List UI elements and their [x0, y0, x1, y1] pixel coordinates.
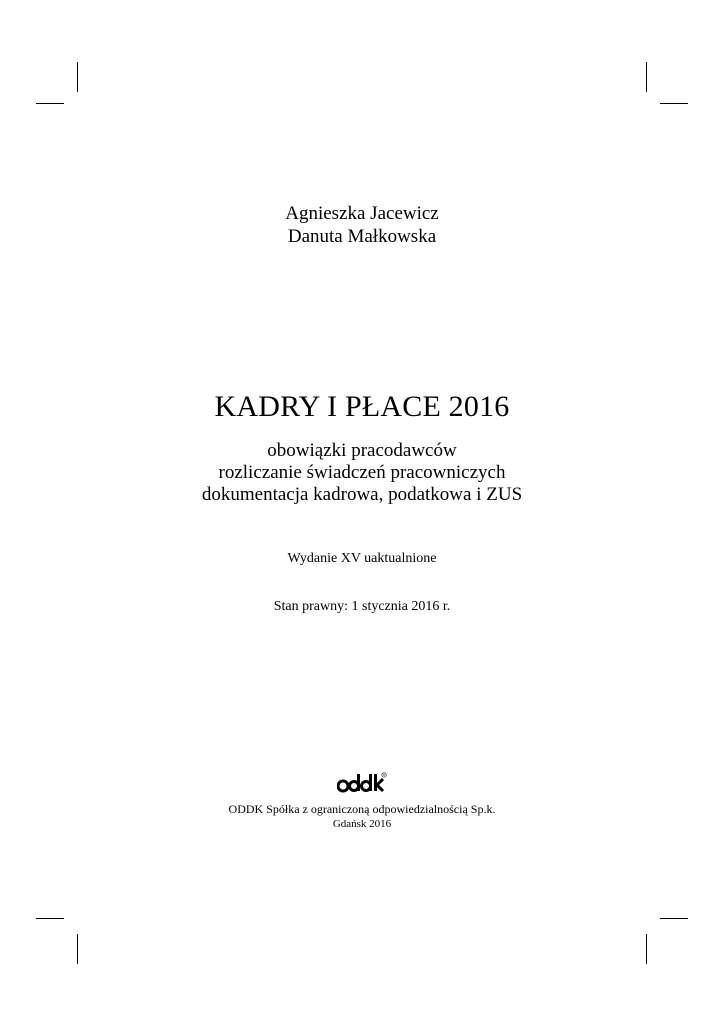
- crop-mark-bottom-left-horizontal: [36, 918, 64, 919]
- subtitle-line: rozliczanie świadczeń pracowniczych: [218, 462, 506, 483]
- crop-mark-top-left-vertical: [77, 62, 78, 92]
- crop-mark-top-right-vertical: [646, 62, 647, 92]
- edition-note: Wydanie XV uaktualnione: [287, 551, 437, 566]
- svg-text:R: R: [382, 773, 386, 778]
- crop-mark-top-right-horizontal: [660, 103, 688, 104]
- publisher-name: ODDK Spółka z ograniczoną odpowiedzialnością Sp.k.: [228, 802, 496, 816]
- subtitle-line: dokumentacja kadrowa, podatkowa i ZUS: [201, 484, 523, 505]
- subtitle-line: obowiązki pracodawców: [267, 440, 457, 461]
- crop-mark-bottom-right-horizontal: [660, 918, 688, 919]
- city-year: Gdańsk 2016: [332, 818, 392, 830]
- author-name: Danuta Małkowska: [287, 226, 437, 247]
- crop-mark-bottom-left-vertical: [77, 934, 78, 964]
- crop-mark-bottom-right-vertical: [646, 934, 647, 964]
- subtitles: [0, 440, 724, 506]
- crop-mark-top-left-horizontal: [36, 103, 64, 104]
- legal-status: Stan prawny: 1 stycznia 2016 r.: [273, 599, 451, 614]
- book-title: KADRY I PŁACE 2016: [214, 390, 510, 423]
- author-name: Agnieszka Jacewicz: [285, 203, 439, 224]
- oddk-logo: [337, 772, 387, 794]
- authors: [0, 202, 724, 248]
